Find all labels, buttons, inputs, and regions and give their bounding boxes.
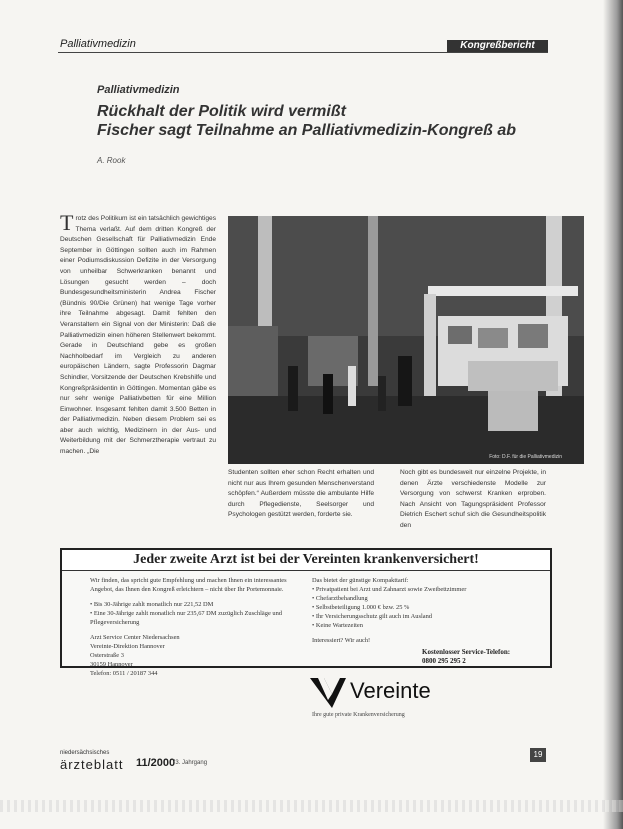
footer-issue: 11/2000 xyxy=(136,757,176,769)
ad-price-item: • Eine 30-Jährige zahlt monatlich nur 235,67 DM zuzüglich Zuschläge und Pflegeversicherung xyxy=(90,610,282,626)
event-photo xyxy=(228,216,584,464)
section-tab: Kongreßbericht xyxy=(447,40,548,52)
article-column-3: Noch gibt es bundesweit nur einzelne Projekte, in denen Ärzte verschiedenste Modelle zur Versorgung von schwerst Kranken erproben. Nach Ansicht von Tagungspräsident Professor Dietrich Eschert schuf sich die Gesundheitspolitik den xyxy=(400,469,546,529)
headline-line-2: Fischer sagt Teilnahme an Palliativmedizin-Kongreß ab xyxy=(97,122,517,139)
ad-benefits-intro: Das bietet der günstige Kompakttarif: xyxy=(312,577,409,584)
section-label: Palliativmedizin xyxy=(60,38,136,50)
scan-edge-shadow xyxy=(603,0,623,829)
ad-headline: Jeder zweite Arzt ist bei der Vereinten krankenversichert! xyxy=(62,550,550,571)
article-column-2: Studenten sollten eher schon Recht erhalten und nicht nur aus Ihrem gesunden Menschenverstand schöpfen.“ Außerdem müsste die ambulante Hilfe durch Pflegedienste, Seelsorger und Psychologen gestützt werden, forderte sie. xyxy=(228,469,374,519)
scan-artifact-strip xyxy=(0,800,623,812)
ad-benefit-item: • Keine Wartezeiten xyxy=(312,622,363,629)
ad-address-line: Arzt Service Center Niedersachsen xyxy=(90,634,180,641)
ad-phone-label: Kostenlosser Service-Telefon: xyxy=(422,648,511,656)
article-headline xyxy=(97,102,516,140)
ad-benefit-item: • Chefarztbehandlung xyxy=(312,595,368,602)
page-number: 19 xyxy=(530,748,546,762)
article-kicker: Palliativmedizin xyxy=(97,84,180,96)
ad-outro: Interessiert? Wir auch! xyxy=(312,637,371,644)
column-1-text: rotz des Politikum ist ein tatsächlich gewichtiges Thema verlaßt. Auf dem dritten Kongreß der Deutschen Gesellschaft für Palliativmedizin Ende September in Göttingen sollten auch im Rahmen einer Podiumsdiskussion Defizite in der Versorgung von unheilbar Schwerkranken benannt und Lösungen gesucht werden – doch Bundesgesundheitsministerin Andrea Fischer (Bündnis 90/Die Grünen) hat wenige Tage vorher ihre Teilnahme abgesagt. Damit fehlten den Veranstaltern ein Signal von der Ministerin: Daß die Palliativmedizin einen höheren Stellenwert bekommt. Gerade in Deutschland gebe es großen Nachholbedarf im Vergleich zu anderen europäischen Ländern, sagte Professorin Dagmar Schindler, Vorsitzende der Deutschen Krebshilfe und Kongreßpräsidentin in Göttingen. Momentan gäbe es nur sehr wenige Palliativbetten für eine Million Einwohner. Insgesamt fehlten damit 3.500 Betten in der Palliativmedizin. Neben diesem Problem sei es aber auch wichtig, Medizinern in der Aus- und Weiterbildung mit der Schmerztherapie vertraut zu machen. „Die xyxy=(60,215,216,456)
article-author: A. Rook xyxy=(97,156,126,165)
ad-left-column xyxy=(90,576,290,678)
footer-volume: 73. Jahrgang xyxy=(172,760,208,766)
ad-claim: Ihre gute private Krankenversicherung xyxy=(312,712,405,718)
ad-phone-number[interactable]: 0800 295 295 2 xyxy=(422,657,466,665)
footer-small-label: niedersächsisches xyxy=(60,750,110,756)
ad-brand: Vereinte xyxy=(350,678,431,703)
ad-address-line: 30159 Hannover xyxy=(90,661,133,668)
drop-cap: T xyxy=(60,210,74,235)
ad-address-line: Telefon: 0511 / 20187 344 xyxy=(90,670,158,677)
ad-price-item: • Bis 30-Jährige zahlt monatlich nur 221,52 DM xyxy=(90,601,214,608)
header-rule xyxy=(58,52,548,53)
article-column-1 xyxy=(60,210,216,458)
ad-benefit-item: • Privatpatient bei Arzt und Zahnarzt sowie Zweibettzimmer xyxy=(312,586,467,593)
ad-right-column xyxy=(312,576,542,645)
ad-address-line: Vereinte-Direktion Hannover xyxy=(90,643,165,650)
exhibition-hall-image xyxy=(228,216,584,464)
photo-credit: Foto: D.F. für die Palliativmedizin xyxy=(489,454,562,460)
footer-brand: ärzteblatt xyxy=(60,757,124,772)
ad-intro: Wir finden, das spricht gute Empfehlung und machen Ihnen ein interessantes Angebot, das Ihnen den Kongreß erleichtern – nicht über Ihr Portemonnaie. xyxy=(90,577,287,593)
headline-line-1: Rückhalt der Politik wird vermißt xyxy=(97,103,346,120)
ad-benefit-item: • Ihr Versicherungsschutz gilt auch im Ausland xyxy=(312,613,432,620)
ad-address-line: Osterstraße 3 xyxy=(90,652,124,659)
ad-benefit-item: • Selbstbeteiligung 1.000 € bzw. 25 % xyxy=(312,604,410,611)
